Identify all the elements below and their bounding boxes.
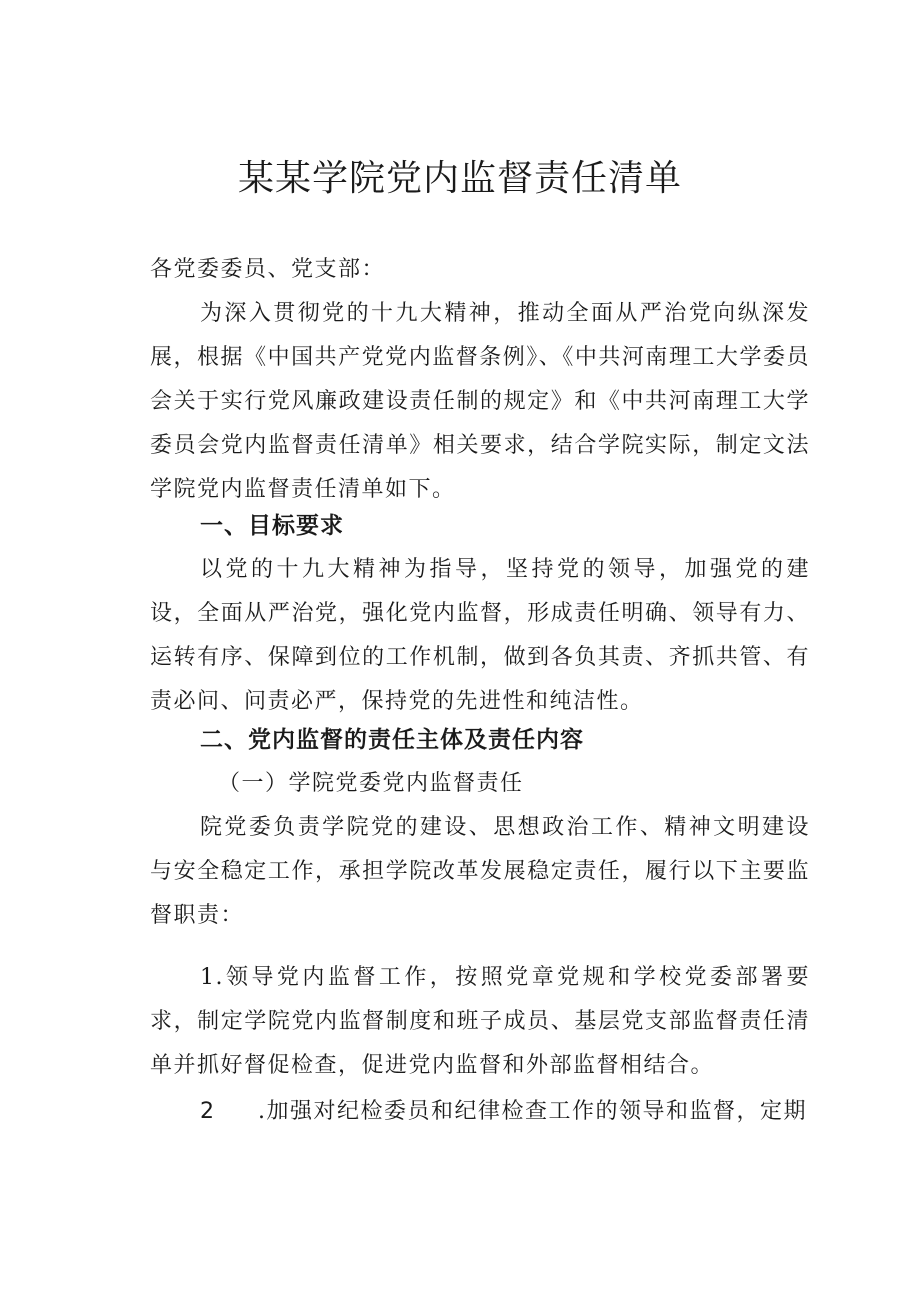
subsection1-body: 院党委负责学院党的建设、思想政治工作、精神文明建设与安全稳定工作，承担学院改革发展稳定责任，履行以下主要监督职责： (150, 815, 810, 928)
list-item-2-number: 2 (200, 1099, 216, 1124)
list-item-2-text: .加强对纪检委员和纪律检查工作的领导和监督，定期 (258, 1099, 807, 1124)
section1-body: 以党的十九大精神为指导，坚持党的领导，加强党的建设，全面从严治党，强化党内监督，形成责任明确、领导有力、运转有序、保障到位的工作机制，做到各负其责、齐抓共管、有责必问、问责必严，保持党的先进性和纯洁性。 (150, 557, 810, 714)
intro-paragraph: 为深入贯彻党的十九大精神，推动全面从严治党向纵深发展，根据《中国共产党党内监督条例》、《中共河南理工大学委员会关于实行党风廉政建设责任制的规定》和《中共河南理工大学委员会党内监督责任清单》相关要求，结合学院实际，制定文法学院党内监督责任清单如下。 (150, 301, 810, 502)
section1-heading: 一、目标要求 (200, 513, 344, 539)
salutation: 各党委委员、党支部： (150, 257, 386, 282)
subsection1-heading: （一）学院党委党内监督责任 (218, 771, 524, 796)
list-item-2 (150, 1090, 810, 1134)
list-item-1: 1.领导党内监督工作，按照党章党规和学校党委部署要求，制定学院党内监督制度和班子成员、基层党支部监督责任清单并抓好督促检查，促进党内监督和外部监督相结合。 (150, 965, 810, 1078)
section2-heading: 二、党内监督的责任主体及责任内容 (200, 727, 584, 753)
document-title: 某某学院党内监督责任清单 (237, 158, 682, 199)
